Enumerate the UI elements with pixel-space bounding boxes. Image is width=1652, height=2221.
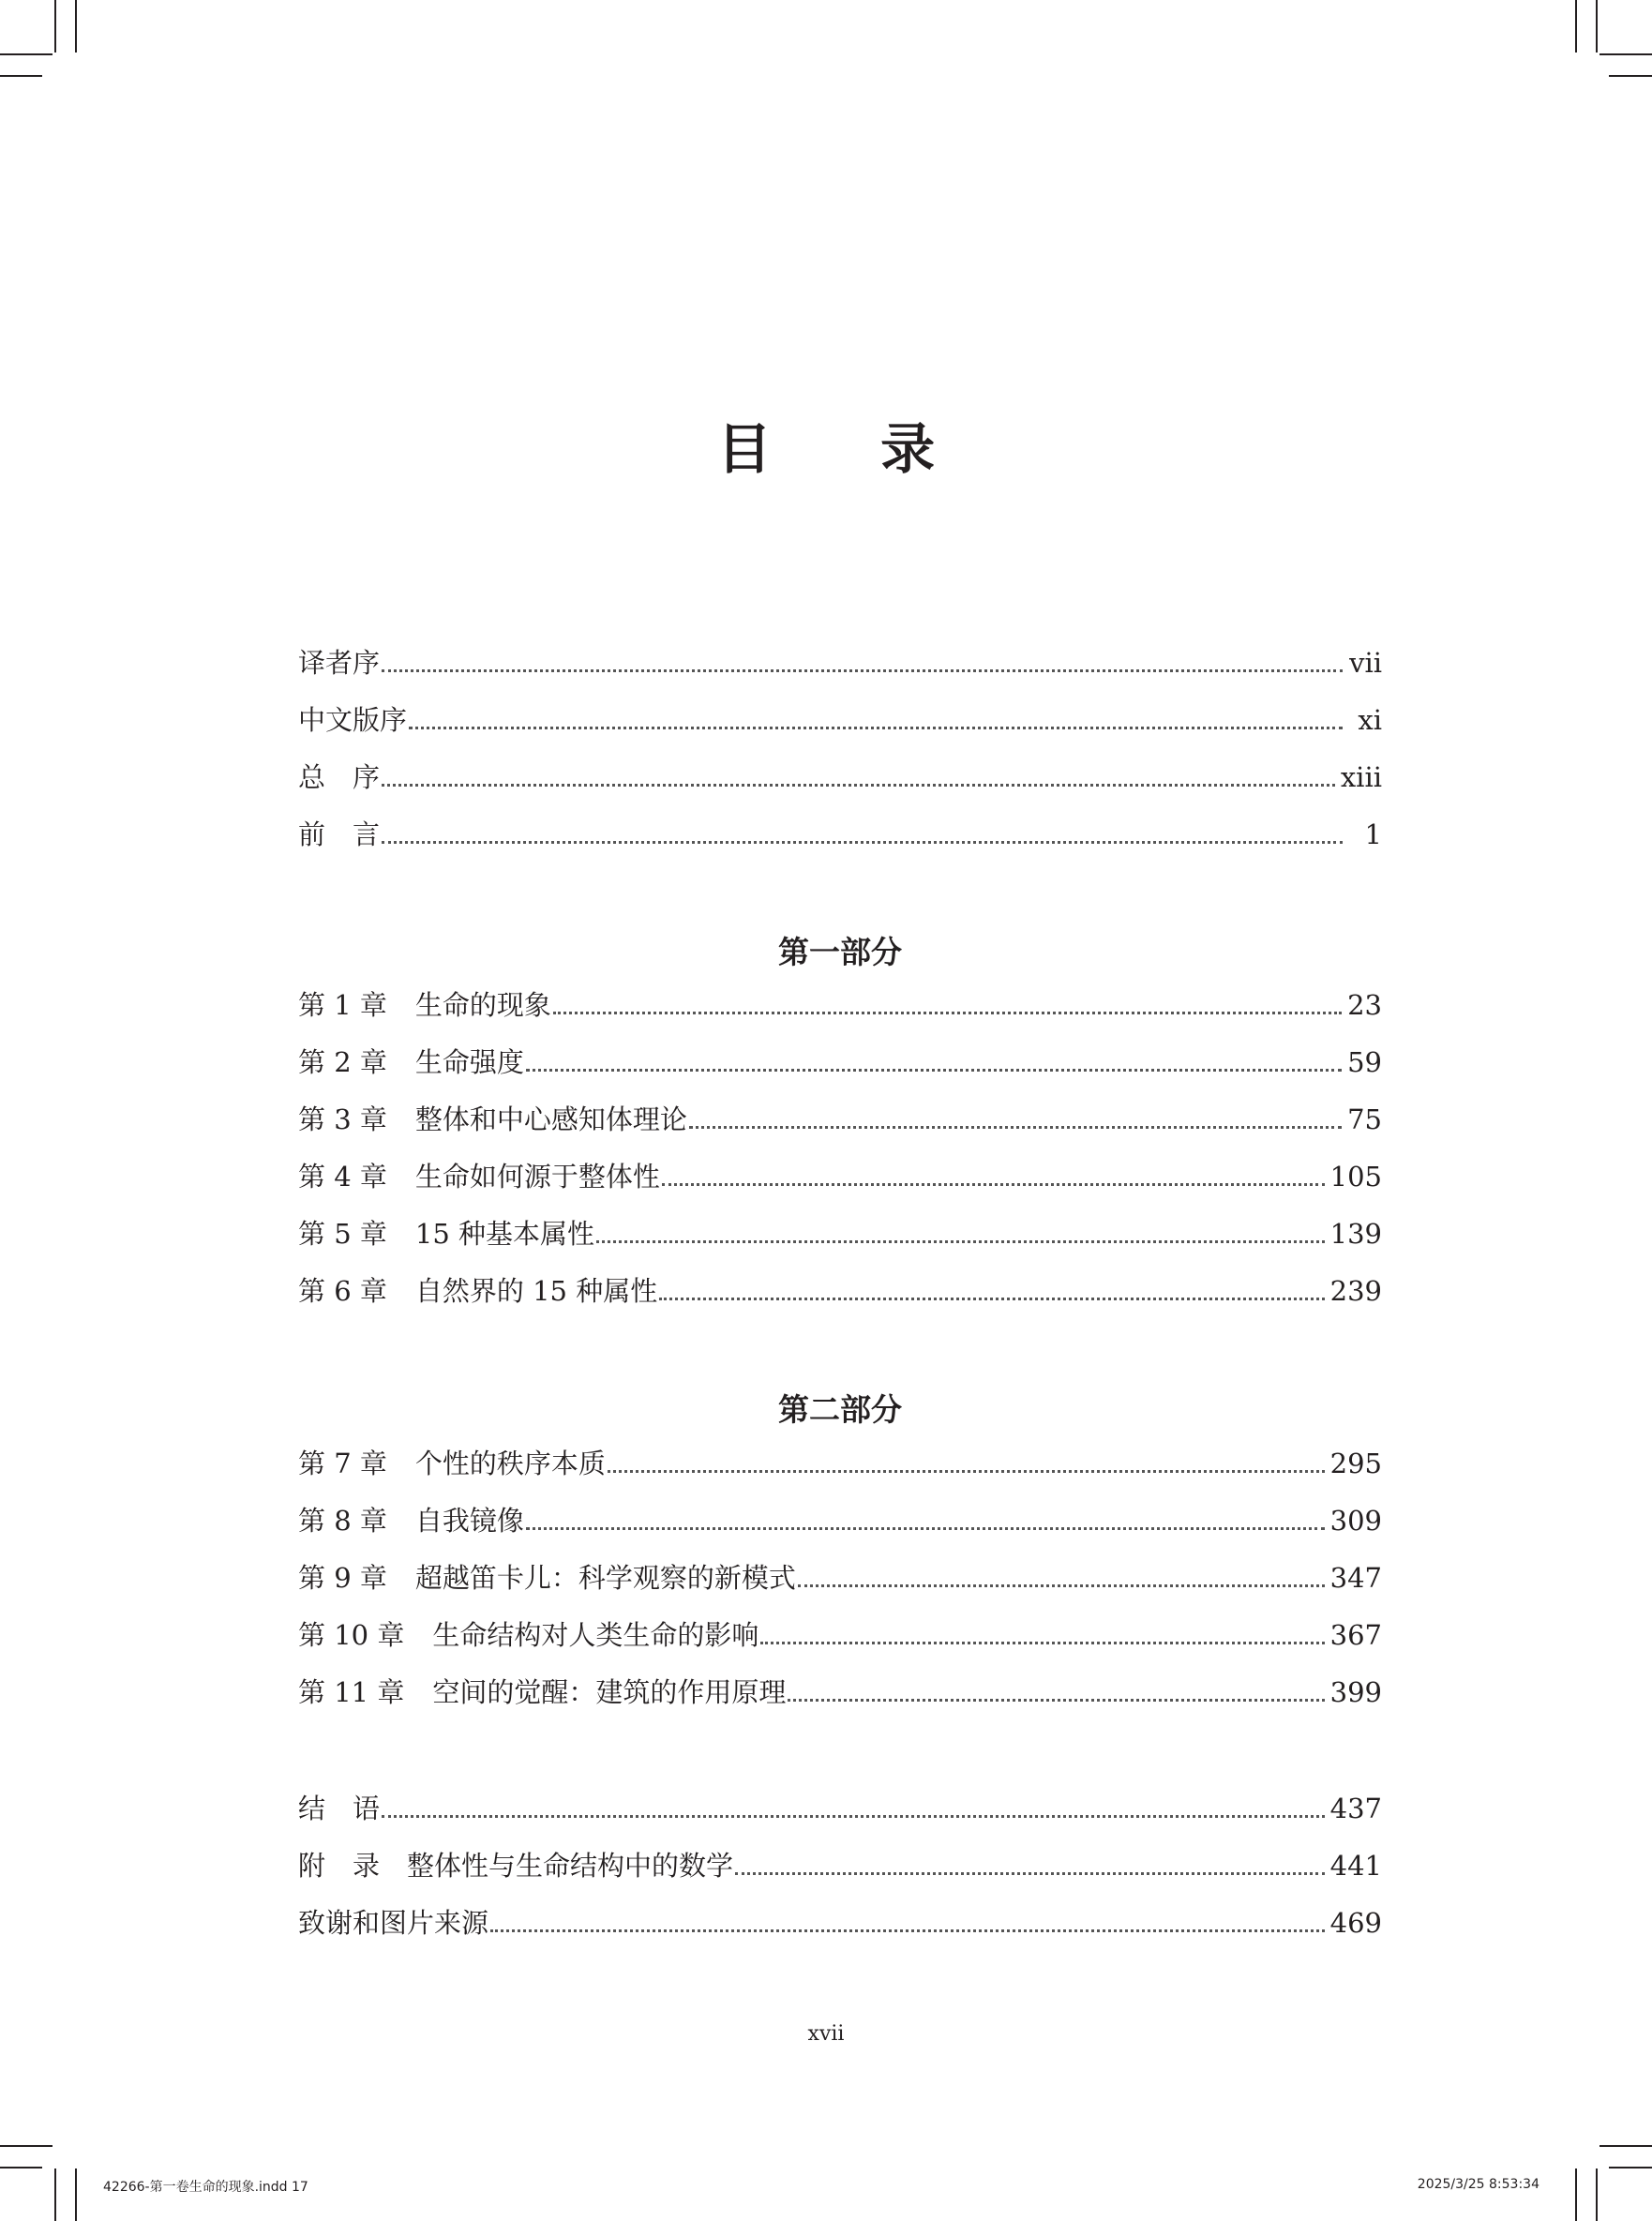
toc-entry[interactable] (298, 1091, 1382, 1148)
dot-leader (735, 1872, 1325, 1875)
toc-entry-page: 59 (1347, 1046, 1382, 1078)
toc-entry-page: 399 (1329, 1676, 1382, 1708)
toc-entry-page: 23 (1347, 989, 1382, 1021)
toc-entry-page: 441 (1329, 1850, 1382, 1882)
crop-mark (0, 75, 42, 77)
toc-entry-page: 367 (1329, 1619, 1382, 1651)
crop-mark (1609, 75, 1652, 77)
toc-entry[interactable] (298, 977, 1382, 1034)
dot-leader (659, 1298, 1324, 1300)
toc-entry-page: 309 (1329, 1505, 1382, 1537)
dot-leader (662, 1183, 1325, 1186)
crop-mark (54, 2168, 56, 2221)
chapter-title: 空间的觉醒：建筑的作用原理 (432, 1676, 787, 1708)
chapter-number: 第 8 章 (298, 1505, 387, 1537)
toc-entry[interactable] (298, 1664, 1382, 1721)
dot-leader (608, 1470, 1325, 1473)
chapter-title: 整体和中心感知体理论 (414, 1103, 687, 1135)
chapter-title: 15 种基本属性 (414, 1218, 595, 1250)
toc-entry[interactable] (298, 692, 1382, 749)
toc-entry-page: xiii (1340, 761, 1382, 793)
crop-mark (75, 0, 77, 53)
dot-leader (760, 1642, 1324, 1644)
toc-entry[interactable] (298, 1435, 1382, 1493)
chapter-title: 生命结构对人类生命的影响 (432, 1619, 759, 1651)
chapter-title: 超越笛卡儿：科学观察的新模式 (414, 1562, 796, 1594)
chapter-title: 个性的秩序本质 (414, 1448, 606, 1479)
chapter-number: 第 9 章 (298, 1562, 387, 1594)
dot-leader (526, 1527, 1325, 1530)
crop-mark (1596, 0, 1598, 53)
chapter-number: 第 4 章 (298, 1161, 387, 1193)
toc-entry-page: 105 (1329, 1161, 1382, 1193)
crop-mark (1599, 2145, 1652, 2147)
crop-mark (0, 53, 53, 55)
dot-leader (798, 1584, 1325, 1587)
toc-entry[interactable] (298, 749, 1382, 806)
crop-mark (1575, 2168, 1577, 2221)
chapter-title: 自然界的 15 种属性 (414, 1275, 658, 1307)
toc-entry-label: 译者序 (298, 647, 381, 679)
crop-mark (1575, 0, 1577, 53)
toc-entry-page: 437 (1329, 1793, 1382, 1824)
crop-mark (1599, 53, 1652, 55)
toc-entry-page: 295 (1329, 1448, 1382, 1479)
part-heading: 第一部分 (778, 934, 902, 970)
chapter-title: 自我镜像 (414, 1505, 524, 1537)
toc-entry-page: 347 (1329, 1562, 1382, 1594)
toc-entry-page: 1 (1364, 818, 1382, 850)
chapter-number: 第 7 章 (298, 1448, 387, 1479)
toc-entry[interactable] (298, 1607, 1382, 1664)
chapter-number: 第 11 章 (298, 1676, 405, 1708)
slug-file: 42266-第一卷生命的现象.indd 17 (103, 2180, 308, 2195)
crop-mark (54, 0, 56, 53)
toc-entry[interactable] (298, 1034, 1382, 1091)
part-heading: 第二部分 (778, 1391, 902, 1428)
toc-entry[interactable] (298, 1206, 1382, 1263)
chapter-title: 生命的现象 (414, 989, 551, 1021)
toc-entry[interactable] (298, 1838, 1382, 1895)
chapter-number: 第 6 章 (298, 1275, 387, 1307)
chapter-number: 第 10 章 (298, 1619, 405, 1651)
chapter-title: 生命强度 (414, 1046, 524, 1078)
chapter-title: 生命如何源于整体性 (414, 1161, 660, 1193)
dot-leader (596, 1240, 1325, 1243)
crop-mark (0, 2145, 53, 2147)
toc-entry-page: xi (1358, 704, 1382, 736)
toc-entry-label: 前 言 (298, 818, 381, 850)
chapter-number: 第 2 章 (298, 1046, 387, 1078)
toc-entry-label: 致谢和图片来源 (298, 1907, 489, 1939)
toc-entry[interactable] (298, 635, 1382, 692)
toc-entry-label: 总 序 (298, 761, 381, 793)
dot-leader (382, 669, 1343, 672)
part-two-chapters (298, 1435, 1382, 1721)
chapter-number: 第 3 章 (298, 1103, 387, 1135)
crop-mark (0, 2167, 42, 2168)
toc-entry[interactable] (298, 1493, 1382, 1550)
toc-entry[interactable] (298, 1780, 1382, 1838)
toc-entry-page: 239 (1329, 1275, 1382, 1307)
dot-leader (382, 841, 1343, 844)
dot-leader (409, 727, 1343, 729)
dot-leader (490, 1929, 1325, 1932)
toc-entry[interactable] (298, 806, 1382, 863)
toc-entry[interactable] (298, 1550, 1382, 1607)
toc-entry-label: 中文版序 (298, 704, 408, 736)
dot-leader (382, 1815, 1325, 1818)
crop-mark (1609, 2167, 1652, 2168)
toc-entry-label: 附 录 整体性与生命结构中的数学 (298, 1850, 734, 1882)
toc-entry-page: 139 (1329, 1218, 1382, 1250)
crop-mark (75, 2168, 77, 2221)
page-title: 目 录 (716, 417, 981, 481)
toc-entry[interactable] (298, 1263, 1382, 1320)
page-number: xvii (807, 2022, 845, 2046)
toc-entry-page: vii (1349, 647, 1382, 679)
chapter-number: 第 5 章 (298, 1218, 387, 1250)
toc-entry-page: 469 (1329, 1907, 1382, 1939)
front-matter-list (298, 635, 1382, 863)
dot-leader (382, 784, 1335, 787)
toc-entry[interactable] (298, 1148, 1382, 1206)
toc-entry[interactable] (298, 1895, 1382, 1952)
dot-leader (689, 1126, 1342, 1129)
back-matter-list (298, 1780, 1382, 1952)
dot-leader (553, 1012, 1342, 1014)
dot-leader (526, 1069, 1342, 1072)
toc-entry-label: 结 语 (298, 1793, 381, 1824)
part-one-chapters (298, 977, 1382, 1320)
dot-leader (788, 1699, 1324, 1702)
crop-mark (1596, 2168, 1598, 2221)
toc-entry-page: 75 (1347, 1103, 1382, 1135)
chapter-number: 第 1 章 (298, 989, 387, 1021)
slug-timestamp: 2025/3/25 8:53:34 (1417, 2177, 1539, 2192)
